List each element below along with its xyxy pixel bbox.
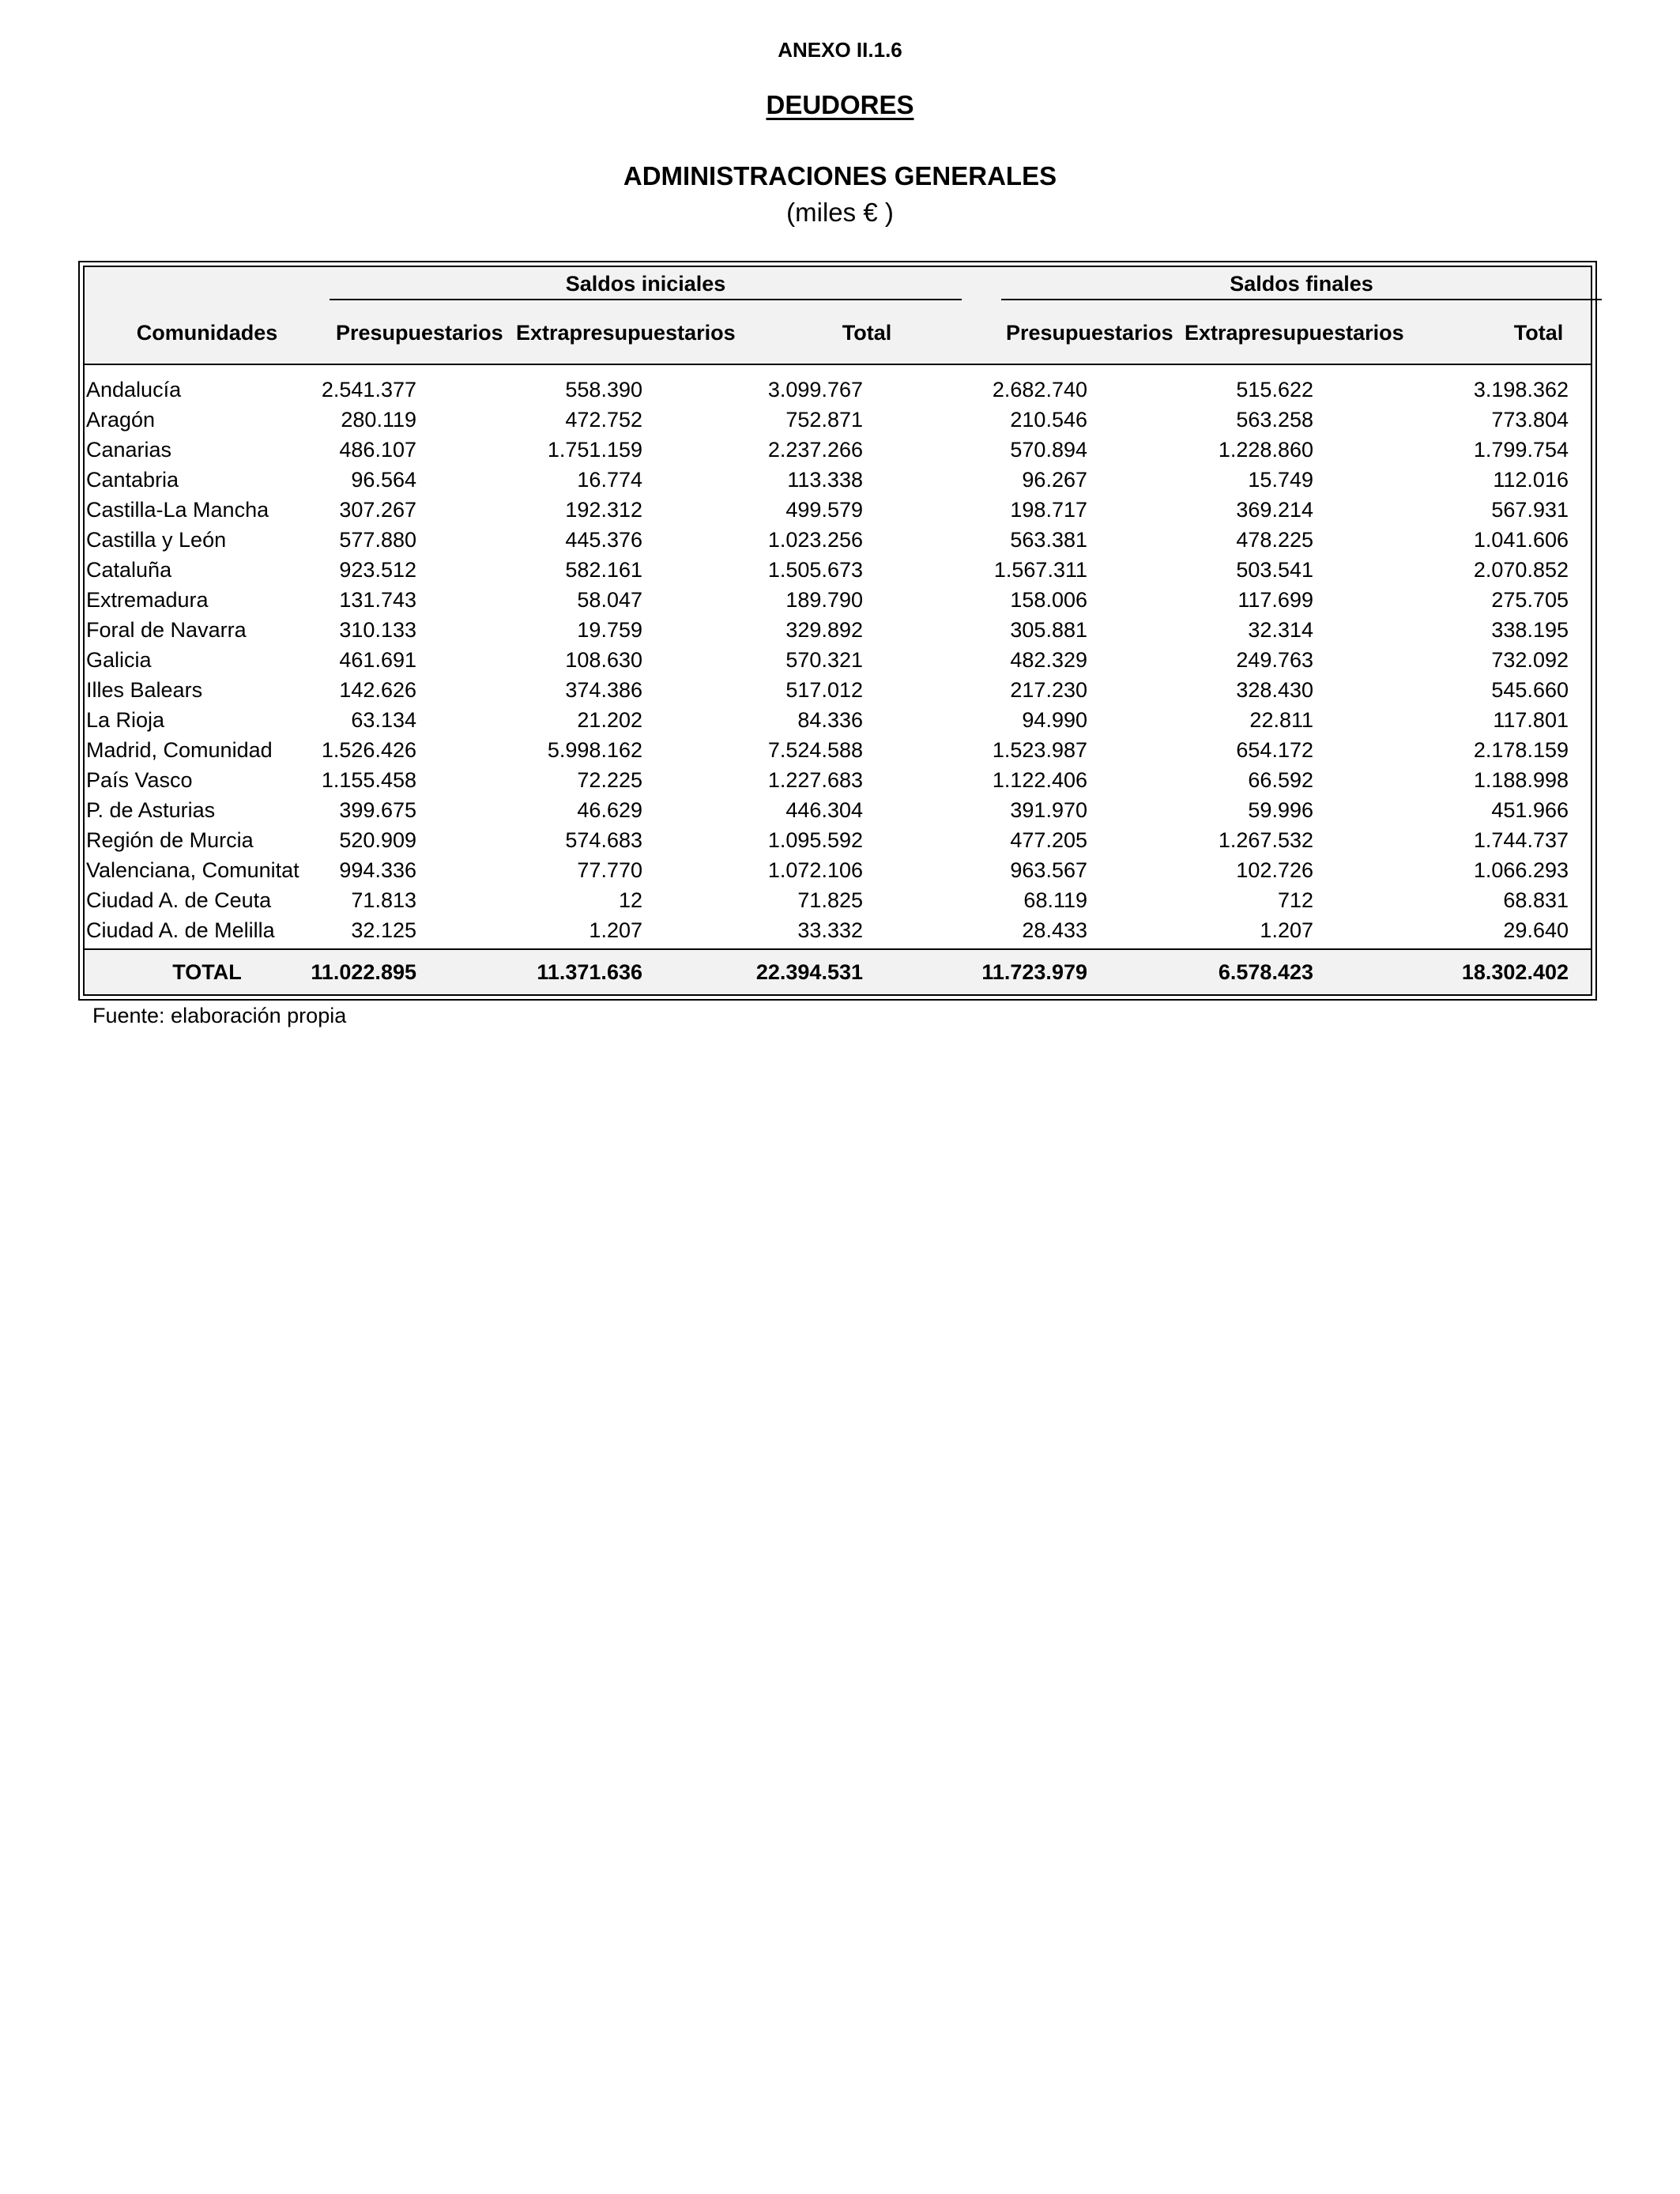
cell-final-budget: 1.122.406	[992, 768, 1087, 792]
table-row	[85, 675, 1591, 705]
cell-initial-extra: 192.312	[565, 498, 642, 522]
cell-initial-extra: 472.752	[565, 408, 642, 432]
cell-final-extra: 249.763	[1236, 648, 1313, 672]
cell-final-extra: 102.726	[1236, 858, 1313, 882]
cell-final-extra: 478.225	[1236, 528, 1313, 552]
cell-initial-budget: 131.743	[339, 588, 416, 612]
cell-initial-budget: 63.134	[351, 708, 416, 732]
table-row	[85, 435, 1591, 465]
col-header-initial-extra: Extrapresupuestarios	[516, 321, 736, 345]
cell-community-name: Foral de Navarra	[86, 618, 247, 642]
cell-community-name: Ciudad A. de Ceuta	[86, 888, 272, 912]
cell-final-total: 545.660	[1491, 678, 1569, 702]
cell-final-budget: 68.119	[1023, 888, 1087, 912]
table-row	[85, 495, 1591, 525]
cell-final-extra: 1.228.860	[1218, 438, 1313, 462]
table-row	[85, 615, 1591, 645]
cell-initial-total: 189.790	[785, 588, 863, 612]
cell-initial-total: 1.227.683	[767, 768, 863, 792]
cell-final-total: 29.640	[1503, 918, 1569, 942]
cell-community-name: Cataluña	[86, 558, 172, 582]
cell-initial-budget: 71.813	[351, 888, 416, 912]
col-header-final-extra: Extrapresupuestarios	[1185, 321, 1404, 345]
cell-initial-total: 517.012	[785, 678, 863, 702]
table-row	[85, 525, 1591, 555]
cell-initial-budget: 399.675	[339, 798, 416, 822]
cell-community-name: Galicia	[86, 648, 152, 672]
cell-final-total: 2.070.852	[1473, 558, 1569, 582]
cell-final-extra: 1.267.532	[1218, 828, 1313, 852]
cell-final-budget: 482.329	[1010, 648, 1087, 672]
cell-initial-budget: 280.119	[341, 408, 416, 432]
cell-initial-total: 113.338	[787, 468, 863, 492]
title-text: DEUDORES	[766, 90, 914, 119]
cell-initial-budget: 96.564	[351, 468, 416, 492]
cell-initial-total: 1.505.673	[767, 558, 863, 582]
cell-final-total: 1.799.754	[1473, 438, 1569, 462]
cell-initial-budget: 1.526.426	[321, 738, 416, 762]
cell-community-name: Illes Balears	[86, 678, 203, 702]
table-row	[85, 585, 1591, 615]
cell-final-total: 117.801	[1493, 708, 1569, 732]
cell-final-budget: 1.523.987	[992, 738, 1087, 762]
cell-final-budget: 1.567.311	[993, 558, 1087, 582]
cell-initial-extra: 558.390	[565, 378, 642, 401]
cell-community-name: La Rioja	[86, 708, 165, 732]
cell-community-name: Castilla y León	[86, 528, 227, 552]
table-row	[85, 885, 1591, 915]
cell-community-name: Canarias	[86, 438, 172, 462]
cell-final-budget: 217.230	[1010, 678, 1087, 702]
total-row	[85, 950, 1591, 994]
table-row	[85, 795, 1591, 825]
cell-community-name: Madrid, Comunidad	[86, 738, 273, 762]
debtors-table	[78, 261, 1597, 1001]
table-row	[85, 555, 1591, 585]
cell-initial-total: 84.336	[797, 708, 863, 732]
cell-community-name: Valenciana, Comunitat	[86, 858, 299, 882]
cell-final-budget: 963.567	[1010, 858, 1087, 882]
cell-initial-total: 7.524.588	[767, 738, 863, 762]
cell-community-name: Andalucía	[86, 378, 182, 401]
cell-final-total: 1.041.606	[1473, 528, 1569, 552]
cell-initial-budget: 32.125	[351, 918, 416, 942]
cell-final-total: 1.744.737	[1473, 828, 1569, 852]
table-row	[85, 405, 1591, 435]
table-row	[85, 465, 1591, 495]
cell-final-total: 112.016	[1493, 468, 1569, 492]
table-body	[85, 375, 1591, 945]
cell-final-budget: 305.881	[1010, 618, 1087, 642]
cell-initial-extra: 58.047	[577, 588, 642, 612]
cell-final-total: 3.198.362	[1473, 378, 1569, 401]
cell-final-budget: 2.682.740	[992, 378, 1087, 401]
cell-initial-budget: 486.107	[339, 438, 416, 462]
cell-final-budget: 198.717	[1010, 498, 1087, 522]
cell-initial-extra: 374.386	[565, 678, 642, 702]
cell-initial-budget: 520.909	[339, 828, 416, 852]
unit-label: (miles € )	[786, 198, 894, 227]
cell-initial-total: 499.579	[785, 498, 863, 522]
col-header-final-budget: Presupuestarios	[1006, 321, 1173, 345]
cell-initial-extra: 1.751.159	[547, 438, 642, 462]
cell-final-total: 275.705	[1491, 588, 1569, 612]
cell-final-total: 732.092	[1491, 648, 1569, 672]
cell-initial-extra: 12	[618, 888, 642, 912]
cell-final-budget: 158.006	[1010, 588, 1087, 612]
cell-initial-extra: 16.774	[577, 468, 642, 492]
table-row	[85, 915, 1591, 945]
cell-initial-total: 71.825	[797, 888, 863, 912]
cell-final-total: 451.966	[1491, 798, 1569, 822]
cell-initial-total: 446.304	[785, 798, 863, 822]
table-row	[85, 765, 1591, 795]
table-row	[85, 855, 1591, 885]
cell-final-total: 1.188.998	[1473, 768, 1569, 792]
cell-initial-total: 752.871	[785, 408, 863, 432]
table-row	[85, 705, 1591, 735]
cell-initial-extra: 19.759	[577, 618, 642, 642]
table-header	[85, 267, 1591, 365]
group-divider-initial	[330, 299, 962, 300]
col-header-initial-budget: Presupuestarios	[336, 321, 503, 345]
annex-label: ANEXO II.1.6	[778, 38, 902, 62]
cell-final-budget: 94.990	[1022, 708, 1087, 732]
cell-final-extra: 654.172	[1236, 738, 1313, 762]
cell-initial-extra: 46.629	[577, 798, 642, 822]
cell-initial-extra: 5.998.162	[547, 738, 642, 762]
cell-final-total: 567.931	[1491, 498, 1569, 522]
cell-initial-total: 570.321	[785, 648, 863, 672]
cell-initial-total: 1.072.106	[767, 858, 863, 882]
total-final-extra: 6.578.423	[1218, 960, 1313, 984]
cell-final-extra: 66.592	[1248, 768, 1313, 792]
cell-community-name: Cantabria	[86, 468, 179, 492]
table-row	[85, 825, 1591, 855]
cell-initial-budget: 310.133	[339, 618, 416, 642]
cell-final-total: 68.831	[1503, 888, 1569, 912]
cell-final-extra: 59.996	[1248, 798, 1313, 822]
total-final-total: 18.302.402	[1461, 960, 1569, 984]
source-note: Fuente: elaboración propia	[92, 1004, 347, 1027]
cell-initial-total: 33.332	[797, 918, 863, 942]
cell-initial-budget: 577.880	[339, 528, 416, 552]
cell-final-total: 773.804	[1491, 408, 1569, 432]
cell-final-total: 338.195	[1491, 618, 1569, 642]
cell-final-extra: 1.207	[1260, 918, 1313, 942]
cell-final-budget: 391.970	[1010, 798, 1087, 822]
cell-final-extra: 117.699	[1237, 588, 1313, 612]
total-initial-total: 22.394.531	[755, 960, 863, 984]
cell-final-extra: 22.811	[1249, 708, 1313, 732]
cell-initial-budget: 307.267	[339, 498, 416, 522]
cell-final-budget: 96.267	[1022, 468, 1087, 492]
cell-final-budget: 210.546	[1010, 408, 1087, 432]
col-header-communities: Comunidades	[136, 321, 278, 345]
cell-initial-budget: 923.512	[339, 558, 416, 582]
cell-initial-extra: 108.630	[565, 648, 642, 672]
col-header-final-total: Total	[1513, 321, 1564, 345]
cell-initial-budget: 1.155.458	[321, 768, 416, 792]
cell-initial-budget: 2.541.377	[321, 378, 416, 401]
cell-community-name: Región de Murcia	[86, 828, 254, 852]
cell-initial-extra: 445.376	[565, 528, 642, 552]
cell-community-name: P. de Asturias	[86, 798, 216, 822]
page-subtitle: ADMINISTRACIONES GENERALES	[623, 161, 1057, 190]
cell-final-budget: 570.894	[1010, 438, 1087, 462]
cell-community-name: Ciudad A. de Melilla	[86, 918, 275, 942]
cell-initial-total: 3.099.767	[767, 378, 863, 401]
cell-initial-extra: 1.207	[589, 918, 642, 942]
cell-final-extra: 515.622	[1236, 378, 1313, 401]
group-header-initial: Saldos iniciales	[565, 272, 726, 296]
cell-initial-extra: 72.225	[577, 768, 642, 792]
cell-community-name: Aragón	[86, 408, 156, 432]
cell-initial-total: 1.095.592	[767, 828, 863, 852]
cell-final-extra: 328.430	[1236, 678, 1313, 702]
cell-community-name: País Vasco	[86, 768, 193, 792]
table-inner-border	[83, 266, 1592, 996]
total-initial-budget: 11.022.895	[311, 960, 416, 984]
cell-final-total: 2.178.159	[1473, 738, 1569, 762]
cell-final-budget: 28.433	[1022, 918, 1087, 942]
table-row	[85, 735, 1591, 765]
cell-initial-budget: 994.336	[339, 858, 416, 882]
table-row	[85, 645, 1591, 675]
cell-final-budget: 563.381	[1010, 528, 1087, 552]
cell-initial-extra: 77.770	[577, 858, 642, 882]
page-title	[0, 90, 1680, 120]
cell-final-extra: 32.314	[1248, 618, 1313, 642]
total-initial-extra: 11.371.636	[537, 960, 642, 984]
cell-initial-total: 1.023.256	[767, 528, 863, 552]
cell-initial-budget: 142.626	[339, 678, 416, 702]
cell-final-extra: 712	[1277, 888, 1313, 912]
cell-initial-total: 2.237.266	[767, 438, 863, 462]
group-divider-final	[1001, 299, 1602, 300]
cell-final-extra: 563.258	[1236, 408, 1313, 432]
col-header-initial-total: Total	[842, 321, 892, 345]
total-label: TOTAL	[172, 960, 242, 984]
cell-initial-total: 329.892	[785, 618, 863, 642]
cell-final-extra: 369.214	[1236, 498, 1313, 522]
cell-initial-extra: 21.202	[577, 708, 642, 732]
cell-final-extra: 15.749	[1248, 468, 1313, 492]
group-header-final: Saldos finales	[1230, 272, 1373, 296]
cell-final-extra: 503.541	[1236, 558, 1313, 582]
total-final-budget: 11.723.979	[981, 960, 1087, 984]
cell-initial-extra: 582.161	[565, 558, 642, 582]
cell-community-name: Extremadura	[86, 588, 209, 612]
cell-community-name: Castilla-La Mancha	[86, 498, 269, 522]
cell-final-total: 1.066.293	[1473, 858, 1569, 882]
cell-initial-extra: 574.683	[565, 828, 642, 852]
cell-final-budget: 477.205	[1010, 828, 1087, 852]
table-row	[85, 375, 1591, 405]
cell-initial-budget: 461.691	[339, 648, 416, 672]
